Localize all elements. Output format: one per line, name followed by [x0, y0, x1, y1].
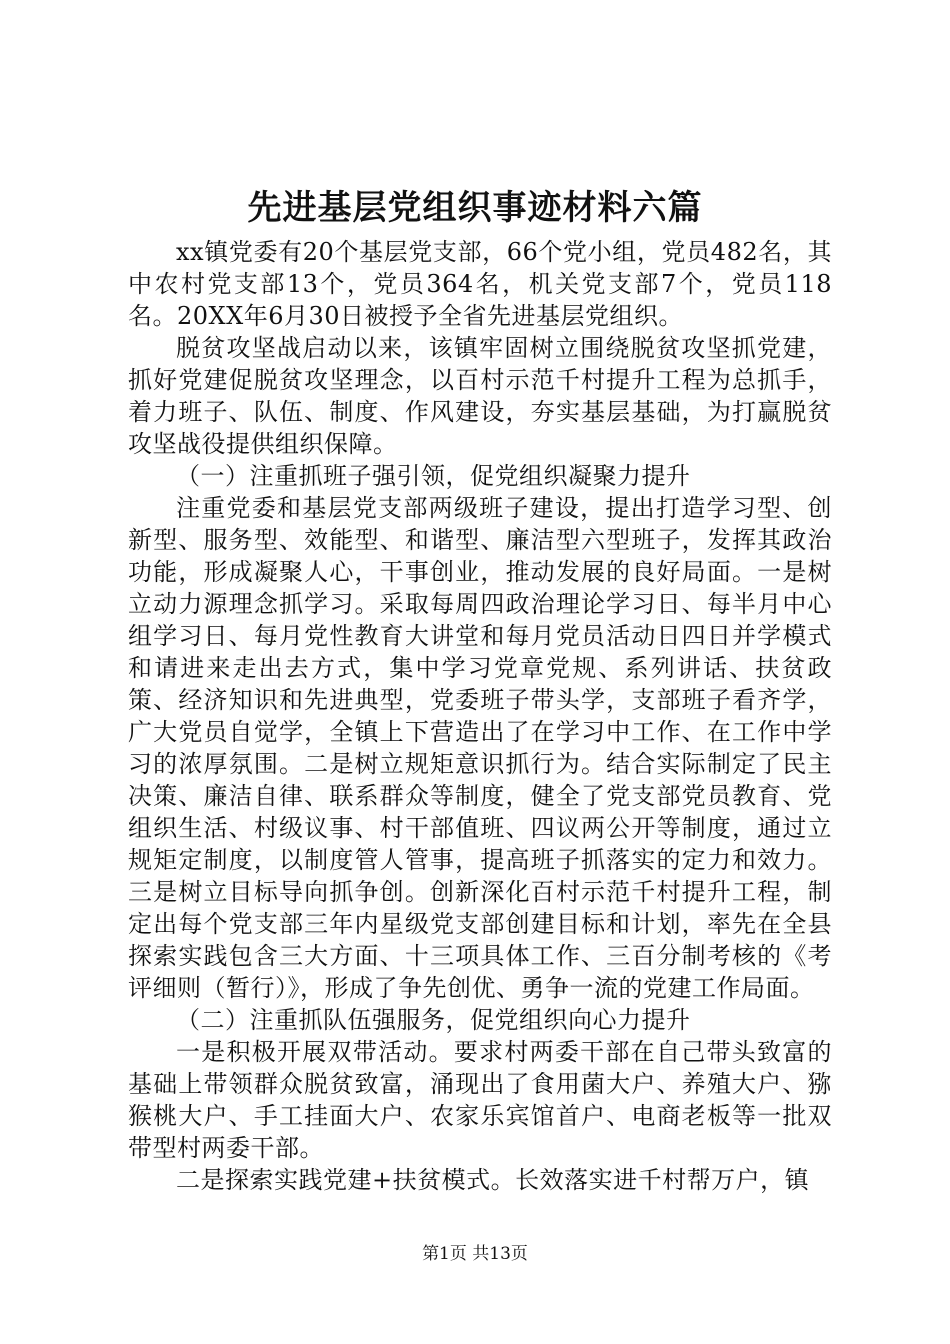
paragraph-section-1: 注重党委和基层党支部两级班子建设，提出打造学习型、创新型、服务型、效能型、和谐型、廉洁型六型班子，发挥其政治功能，形成凝聚人心，干事创业，推动发展的良好局面。一是树立动力源理念抓学习。采取每周四政治理论学习日、每半月中心组学习日、每月党性教育大讲堂和每月党员活动日四日并学模式和请进来走出去方式，集中学习党章党规、系列讲话、扶贫政策、经济知识和先进典型，党委班子带头学，支部班子看齐学，广大党员自觉学，全镇上下营造出了在学习中工作、在工作中学习的浓厚氛围。二是树立规矩意识抓行为。结合实际制定了民主决策、廉洁自律、联系群众等制度，健全了党支部党员教育、党组织生活、村级议事、村干部值班、四议两公开等制度，通过立规矩定制度，以制度管人管事，提高班子抓落实的定力和效力。三是树立目标导向抓争创。创新深化百村示范千村提升工程，制定出每个党支部三年内星级党支部创建目标和计划，率先在全县探索实践包含三大方面、十三项具体工作、三百分制考核的《考评细则（暂行）》，形成了争先创优、勇争一流的党建工作局面。: [128, 494, 832, 1002]
paragraph-intro: xx镇党委有20个基层党支部，66个党小组，党员482名，其中农村党支部13个，党员364名，机关党支部7个，党员118名。20XX年6月30日被授予全省先进基层党组织。: [128, 238, 832, 330]
section-heading-2: （二）注重抓队伍强服务，促党组织向心力提升: [176, 1006, 691, 1034]
document-title: 先进基层党组织事迹材料六篇: [247, 188, 703, 228]
paragraph-section-2a: 一是积极开展双带活动。要求村两委干部在自己带头致富的基础上带领群众脱贫致富，涌现出了食用菌大户、养殖大户、猕猴桃大户、手工挂面大户、农家乐宾馆首户、电商老板等一批双带型村两委干部。: [128, 1038, 832, 1162]
document-body: [128, 236, 832, 1196]
section-heading-1: （一）注重抓班子强引领，促党组织凝聚力提升: [176, 462, 691, 490]
paragraph-overview: 脱贫攻坚战启动以来，该镇牢固树立围绕脱贫攻坚抓党建，抓好党建促脱贫攻坚理念，以百村示范千村提升工程为总抓手，着力班子、队伍、制度、作风建设，夯实基层基础，为打赢脱贫攻坚战役提供组织保障。: [128, 334, 832, 458]
paragraph-section-2b: 二是探索实践党建+扶贫模式。长效落实进千村帮万户，镇: [176, 1166, 810, 1194]
page-number-footer: 第1页 共13页: [422, 1244, 528, 1264]
